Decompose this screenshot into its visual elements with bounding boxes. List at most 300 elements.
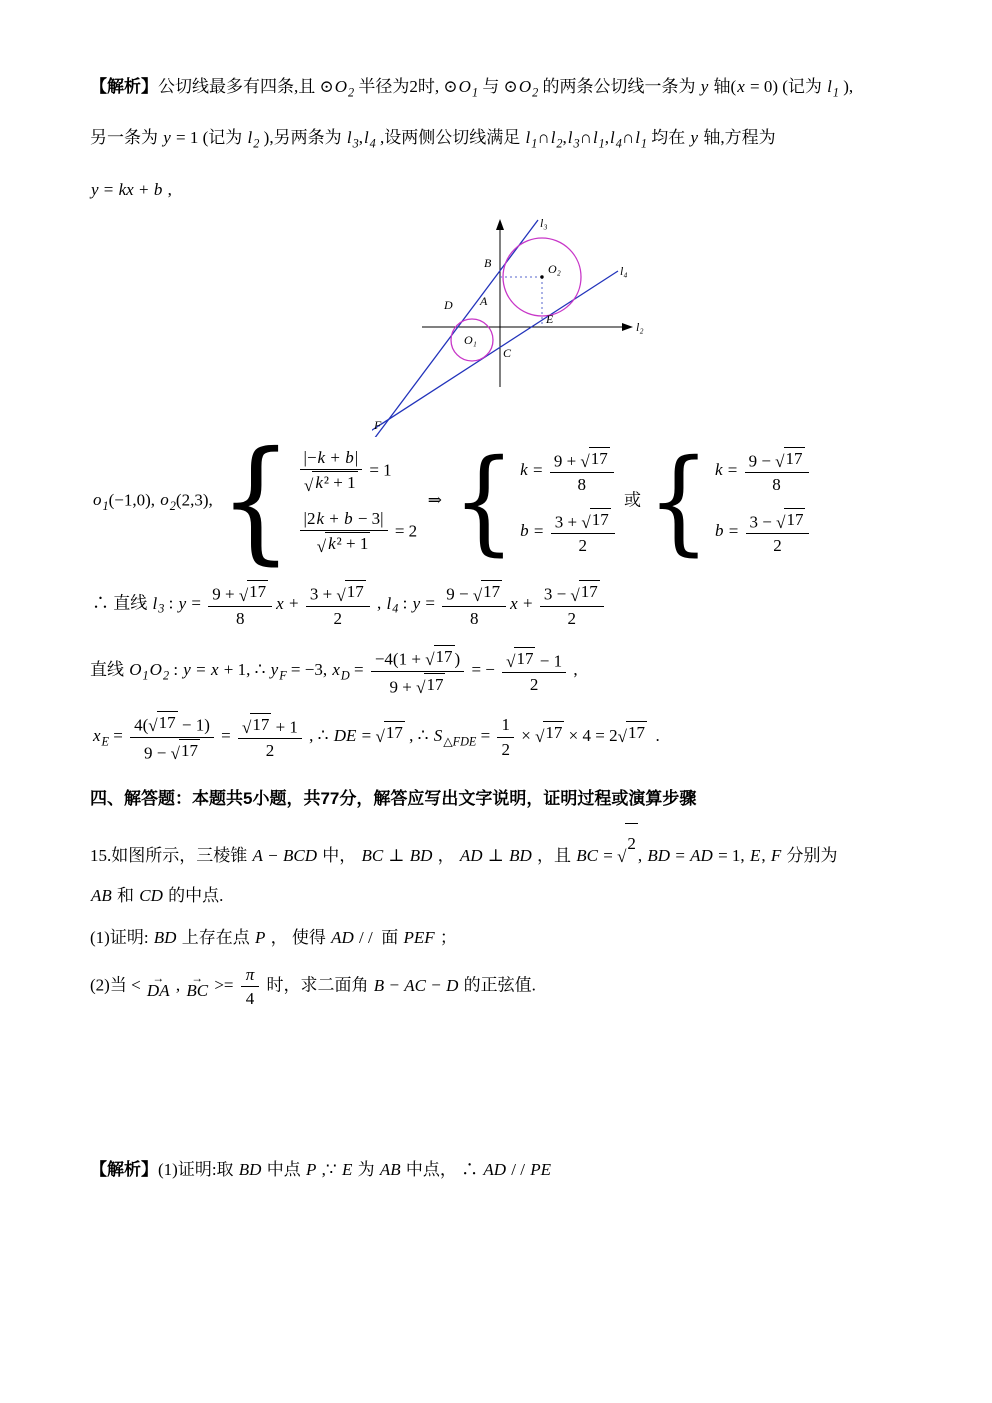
math-token: ∴ 直线 (92, 593, 152, 613)
math-token (208, 607, 272, 629)
math-token: = 0 (745, 77, 773, 96)
math-token: l (567, 128, 573, 148)
math-token: × 4 = 2 (564, 725, 618, 745)
math-token (472, 580, 502, 605)
math-token: P (254, 928, 266, 948)
math-token (297, 508, 418, 557)
math-token: |− (303, 447, 317, 467)
math-token: = (723, 460, 742, 480)
math-token: 17 (249, 582, 267, 602)
math-token (208, 580, 272, 629)
math-token: = 1, (713, 846, 749, 866)
two-circles-tangent-diagram (372, 215, 664, 437)
math-token: O (334, 77, 348, 96)
math-token: DE (333, 725, 357, 745)
math-token (714, 447, 813, 557)
math-token: : (398, 593, 412, 613)
math-token: √ (776, 512, 786, 532)
math-token (130, 711, 214, 738)
math-token: BC (186, 981, 209, 1001)
math-token: , (562, 128, 567, 148)
math-token (519, 508, 618, 557)
math-token: y (183, 659, 191, 679)
math-token: y (690, 128, 699, 148)
math-token: AB (91, 886, 112, 906)
math-token: 8 (577, 475, 587, 495)
math-token: ,设两侧公切线满足 (375, 128, 525, 148)
math-token: ) (454, 649, 461, 669)
math-token: √ (570, 585, 580, 605)
math-token: AD (483, 1159, 507, 1179)
math-token: 中， (317, 846, 361, 866)
math-token: o (160, 490, 169, 510)
math-token: ，且 (532, 846, 576, 866)
math-token: 17 (516, 648, 534, 668)
math-token (570, 580, 599, 605)
math-token: 9 + (389, 676, 417, 696)
math-token: 15.如图所示，三棱锥 (90, 846, 252, 866)
math-token: (−1,0), (108, 490, 160, 510)
math-token: 3 + (554, 511, 582, 531)
math-token (579, 580, 600, 602)
math-token: DA (146, 981, 170, 1001)
math-token (416, 673, 445, 695)
math-token: { (647, 434, 710, 568)
math-token: → (191, 971, 204, 986)
math-token: P (305, 1159, 317, 1179)
math-token: √ (506, 651, 516, 671)
math-token: { (219, 424, 293, 579)
math-token (784, 447, 805, 469)
math-token: 轴,方程为 (699, 128, 776, 148)
math-token (424, 673, 445, 695)
math-token: : (164, 593, 178, 613)
math-token (746, 508, 810, 535)
math-token (297, 447, 418, 496)
math-token (241, 964, 260, 987)
math-token: O (149, 659, 162, 679)
math-token (300, 447, 363, 496)
math-token: ， (433, 846, 459, 866)
math-token: l (610, 128, 615, 148)
math-token (306, 580, 370, 629)
math-token (551, 508, 615, 557)
math-token: F (770, 846, 782, 866)
math-token (250, 713, 271, 735)
math-token: 2 (333, 608, 343, 628)
math-token (157, 711, 178, 733)
math-token (481, 580, 502, 602)
math-token: 17 (627, 722, 645, 742)
math-token: −4(1 + (374, 649, 426, 669)
math-token (371, 645, 464, 672)
math-token (238, 739, 302, 761)
problem15-line-1 (90, 823, 912, 876)
problem15-part2 (90, 964, 912, 1010)
math-token: = 1 (记为 (171, 128, 247, 148)
math-token: l (525, 128, 531, 148)
math-token: ∩ (579, 128, 592, 148)
math-token: 的正弦值. (459, 975, 536, 995)
math-token: 均在 (647, 128, 690, 148)
math-token: ， 使得 (266, 928, 331, 948)
y-axis-arrow-icon (496, 219, 504, 230)
math-token: x (737, 77, 745, 96)
point-O2-dot (540, 275, 543, 278)
label-B: B (484, 255, 492, 270)
math-token (625, 823, 638, 864)
math-token (442, 580, 506, 629)
math-token: l (827, 77, 832, 96)
math-token: − (385, 975, 404, 995)
math-token (502, 647, 566, 696)
math-token: 4 (615, 136, 622, 151)
math-token: √ (617, 847, 627, 867)
math-token: 2 (162, 668, 170, 683)
math-token: 9 + (212, 584, 239, 604)
math-token: k (316, 508, 324, 528)
math-token: E (101, 734, 110, 749)
math-token (219, 424, 418, 579)
math-token: y (178, 593, 187, 613)
math-token: = −3, (286, 659, 332, 679)
geometry-figure (372, 215, 664, 437)
math-token: l (363, 128, 369, 148)
math-token: , (163, 179, 172, 199)
math-token: 公切线最多有四条,且 ⊙ (158, 77, 334, 96)
math-token (551, 534, 615, 556)
math-token: = (724, 520, 743, 540)
math-token: S (433, 725, 443, 745)
math-token: o (93, 490, 102, 510)
math-token: x (210, 659, 219, 679)
math-token: b (714, 520, 724, 540)
math-token: y (270, 659, 279, 679)
math-token: 2 (627, 834, 636, 854)
math-token (550, 447, 614, 474)
math-token: 或 (619, 490, 646, 510)
math-token: 3 (573, 136, 580, 151)
math-token: 3 − (543, 584, 571, 604)
math-token: y (700, 77, 709, 96)
label-C: C (503, 345, 512, 360)
math-token: ⊥ (384, 846, 409, 866)
math-token (304, 471, 358, 496)
math-token: 17 (785, 448, 803, 468)
math-token (551, 508, 615, 535)
math-token: E (749, 846, 761, 866)
math-token: √ (148, 716, 158, 736)
math-token (312, 471, 357, 493)
math-token: = 2 (390, 520, 418, 540)
math-token: l (152, 593, 158, 613)
math-token: ； (435, 928, 457, 948)
math-token: 17 (435, 647, 453, 667)
math-token (241, 964, 260, 1010)
math-token: √ (775, 452, 785, 472)
math-token: √ (238, 585, 249, 605)
math-token: y (91, 179, 99, 199)
math-token (519, 447, 618, 557)
math-token (434, 645, 455, 667)
math-token: 8 (772, 475, 781, 495)
math-token (550, 447, 614, 496)
math-token: 9 + (553, 451, 581, 471)
math-token (316, 532, 371, 557)
math-token: 1 (102, 498, 109, 513)
math-token (345, 580, 366, 602)
math-token: 分别为 (782, 846, 838, 866)
solution14-paragraph-line-3 (90, 167, 912, 213)
math-token: = (357, 725, 376, 745)
math-token (442, 607, 506, 629)
math-token: l (346, 128, 352, 148)
math-token (146, 971, 170, 1001)
math-token: = 1 (365, 460, 392, 480)
math-token: = (598, 846, 618, 866)
math-token: (1)证明:取 (158, 1159, 238, 1179)
math-token: x (332, 659, 340, 679)
math-token: , ∴ (404, 725, 433, 745)
math-token (746, 534, 810, 556)
math-token: − 3| (353, 508, 384, 528)
math-token: ² + 1 (323, 473, 356, 493)
math-token (506, 647, 535, 669)
math-token: 17 (346, 582, 364, 602)
math-token: 和 (112, 886, 139, 906)
math-token: = (476, 725, 495, 745)
math-token (647, 434, 812, 568)
solution15-line-1 (90, 1150, 912, 1190)
math-token: O (129, 659, 142, 679)
line-O1O2-equation (90, 645, 912, 697)
math-token: 3 − (749, 511, 777, 531)
math-token: ,∵ (317, 1159, 341, 1179)
math-token (497, 714, 514, 737)
problem15-part1 (90, 918, 912, 958)
math-token (238, 580, 268, 605)
math-token: ⊥ (483, 846, 509, 866)
math-token (497, 714, 514, 760)
label-E: E (546, 311, 554, 326)
math-token: >= (210, 975, 238, 995)
solution14-paragraph-line-1 (90, 64, 912, 115)
problem15-line-2 (90, 876, 912, 916)
math-token: 2 (169, 498, 176, 513)
math-token (242, 713, 271, 735)
math-token: √ (617, 726, 627, 746)
math-token: BD (238, 1159, 262, 1179)
math-token: 17 (580, 582, 598, 602)
math-token: , ∴ (304, 725, 333, 745)
math-token: + (326, 447, 345, 467)
math-token: B (373, 975, 385, 995)
math-token: 4( (134, 715, 149, 735)
math-token (714, 508, 813, 557)
math-token: √ (581, 512, 591, 532)
math-token: , (604, 128, 610, 148)
math-token: 时，求二面角 (262, 975, 373, 995)
math-token: : (169, 659, 183, 679)
math-token (714, 447, 813, 496)
math-token: l (550, 128, 556, 148)
math-token: √ (241, 717, 252, 737)
math-token: √ (170, 743, 180, 763)
math-token (186, 971, 209, 1001)
math-token: { (452, 434, 516, 568)
math-token (297, 447, 418, 557)
math-token (130, 738, 214, 764)
math-token: 为 (353, 1159, 379, 1179)
math-token: = (99, 179, 118, 199)
math-token: − 1 (535, 650, 563, 670)
math-token: b (520, 520, 529, 540)
lines-l3-l4-equations (92, 580, 912, 629)
math-token: − (427, 975, 446, 995)
math-token (540, 580, 604, 629)
math-token: 17 (591, 509, 609, 529)
math-token: = (216, 725, 235, 745)
math-token: O (458, 77, 471, 96)
math-token (306, 580, 370, 607)
math-token: l (592, 128, 598, 148)
math-token (745, 447, 809, 474)
math-token: b (153, 179, 163, 199)
math-token (745, 473, 809, 495)
math-token: 2 (265, 741, 275, 761)
math-token: ² + 1 (336, 533, 369, 553)
math-token (238, 713, 302, 762)
math-token (384, 721, 405, 744)
math-token (179, 739, 200, 761)
math-token: 2 (578, 536, 587, 556)
math-token (300, 508, 388, 557)
math-token (580, 447, 609, 472)
math-token: 17 (483, 582, 501, 602)
math-token: 轴( (709, 77, 737, 96)
math-token: = (109, 725, 128, 745)
math-token: ⇒ (419, 490, 451, 510)
math-token: k (315, 473, 323, 493)
math-token: , (637, 846, 647, 866)
math-token (618, 721, 647, 744)
math-token: ∩ (621, 128, 635, 148)
math-token: = (349, 659, 368, 679)
math-token: √ (316, 537, 327, 557)
math-token: / / 面 (354, 928, 403, 948)
math-token (300, 447, 363, 470)
label-F: F (374, 417, 382, 432)
math-token: √ (580, 452, 590, 472)
math-token: F (279, 668, 287, 683)
math-token: ),另两条为 (259, 128, 346, 148)
math-token: 2 (253, 136, 260, 151)
label-O1: O₁ (464, 332, 477, 347)
math-token: √ (336, 585, 346, 605)
math-token: BC (361, 846, 384, 866)
math-token: = (671, 846, 690, 866)
math-token: = (529, 520, 548, 540)
math-token: 【解析】 (90, 77, 158, 96)
math-token: 2 (556, 136, 563, 151)
math-token (371, 645, 464, 697)
math-token (442, 580, 506, 607)
math-token: kx (118, 179, 134, 199)
math-token: 17 (252, 714, 270, 734)
math-token: 2 (532, 85, 539, 100)
math-token (502, 673, 566, 695)
math-token: (1)证明: (90, 928, 153, 948)
math-token: 1 (832, 85, 840, 100)
math-token: AD (690, 846, 713, 866)
math-token (130, 711, 214, 763)
math-token: ), (839, 77, 854, 96)
math-token: = (191, 659, 210, 679)
math-token: 1 (142, 668, 149, 683)
math-token (617, 823, 638, 867)
math-token: k (328, 533, 336, 553)
math-token: 中点， ∴ (401, 1159, 483, 1179)
math-token: = (421, 593, 440, 613)
math-token: PEF (403, 928, 435, 948)
math-token (540, 607, 604, 629)
math-token: + (134, 179, 153, 199)
math-token (371, 672, 464, 698)
math-token: 1 (501, 715, 510, 735)
math-token: √ (416, 677, 426, 697)
math-token: 1 (640, 136, 648, 151)
math-token: D (340, 668, 350, 683)
math-token: / / (507, 1159, 530, 1179)
math-token: △FDE (443, 734, 477, 749)
math-token: BD (509, 846, 532, 866)
math-token: , (372, 593, 386, 613)
math-token: 8 (235, 608, 245, 628)
math-token (514, 647, 535, 669)
math-token: 2 (773, 536, 782, 556)
math-token (776, 508, 805, 530)
tangent-line-l3 (374, 220, 538, 437)
math-token: AC (404, 975, 427, 995)
math-token: 4 (369, 136, 376, 151)
section4-heading: 四、解答题：本题共5小题，共77分，解答应写出文字说明，证明过程或演算步骤 (90, 789, 697, 809)
math-token (519, 447, 618, 496)
math-token: √ (535, 726, 545, 746)
math-token: D (446, 975, 459, 995)
math-token: 1 (531, 136, 538, 151)
math-token: → (152, 971, 165, 986)
math-token: l (386, 593, 392, 613)
math-token: 17 (786, 509, 804, 529)
math-token: 4 (392, 601, 399, 616)
math-token: × (516, 725, 536, 745)
math-token: PE (530, 1159, 552, 1179)
math-token: + 1, ∴ (219, 659, 270, 679)
math-token (306, 607, 370, 629)
math-token: 17 (158, 713, 176, 733)
math-token: 17 (180, 740, 198, 760)
math-token: 3 + (309, 584, 337, 604)
math-token (300, 508, 388, 531)
math-token: ) (记为 (772, 77, 827, 96)
solution14-paragraph-line-2 (90, 115, 912, 166)
math-token (452, 434, 617, 568)
math-token: AB (379, 1159, 401, 1179)
math-token (589, 447, 610, 469)
math-token (775, 447, 804, 472)
math-token (550, 473, 614, 495)
math-token: 与 ⊙ (478, 77, 518, 96)
